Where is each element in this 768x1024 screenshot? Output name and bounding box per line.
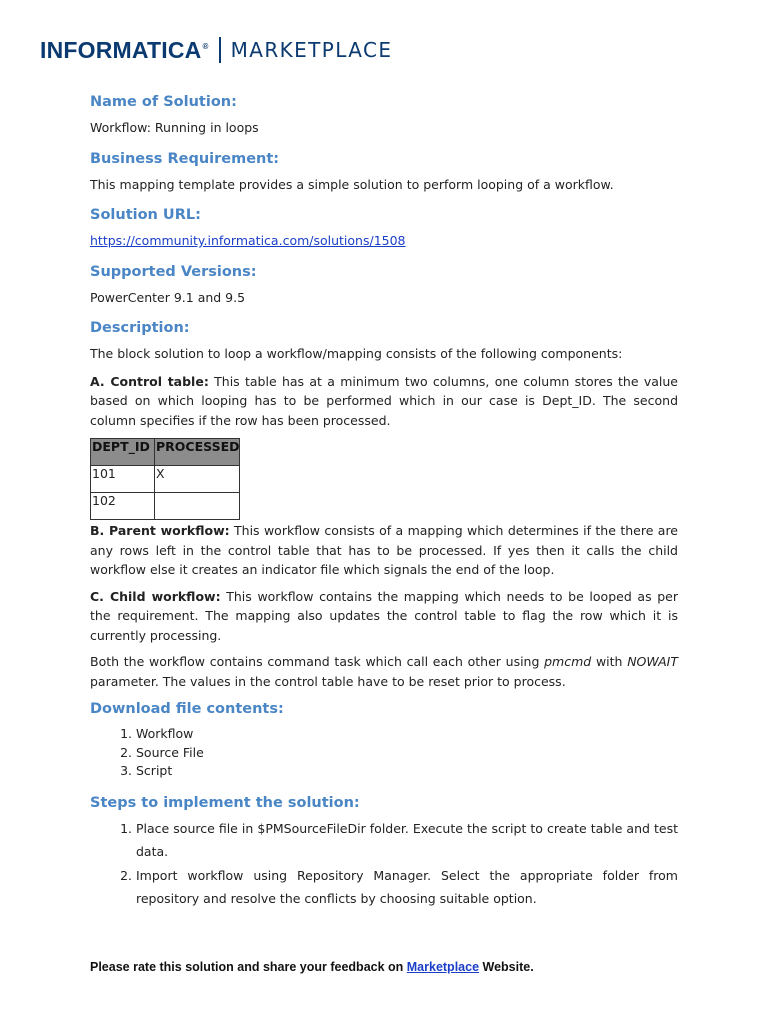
- table-cell: X: [155, 466, 240, 493]
- name-heading: Name of Solution:: [90, 94, 237, 110]
- table-row: [91, 466, 240, 493]
- table-row: [91, 493, 240, 520]
- description-intro: The block solution to loop a workflow/mapping consists of the following components:: [90, 346, 623, 361]
- table-header: DEPT_ID: [91, 439, 155, 466]
- description-heading: Description:: [90, 320, 190, 336]
- versions-heading: Supported Versions:: [90, 263, 257, 280]
- solution-url-link[interactable]: https://community.informatica.com/solutions/1508: [90, 233, 406, 248]
- list-item: 1. Place source file in $PMSourceFileDir folder. Execute the script to create table and test data.: [136, 817, 678, 864]
- list-item: 1. Workflow: [136, 725, 678, 744]
- header-logo: [40, 34, 392, 66]
- table-cell: 101: [91, 466, 155, 493]
- list-item: 3. Script: [136, 762, 678, 781]
- steps-heading: Steps to implement the solution:: [90, 794, 360, 811]
- document-body: [90, 92, 678, 911]
- steps-list: [90, 817, 678, 911]
- url-heading: Solution URL:: [90, 207, 201, 223]
- business-heading: Business Requirement:: [90, 150, 280, 167]
- feedback-footer: Please rate this solution and share your feedback on Marketplace Website.: [90, 960, 534, 974]
- brand-logo: INFORMATICA®: [40, 36, 209, 63]
- marketplace-link[interactable]: Marketplace: [406, 960, 480, 974]
- download-list: [90, 725, 678, 781]
- control-table-paragraph: A. Control table: This table has at a minimum two columns, one column stores the value based on which looping has to be performed which in our case is Dept_ID. The second column specifies if the row has been processed.: [90, 373, 678, 428]
- versions-text: PowerCenter 9.1 and 9.5: [90, 289, 246, 305]
- child-workflow-paragraph: C. Child workflow: This workflow contains the mapping which needs to be looped as per the requirement. The mapping also updates the control table to flag the row which it is currently processing.: [90, 588, 679, 643]
- download-heading: Download file contents:: [90, 701, 284, 717]
- list-item: 2. Source File: [136, 744, 678, 763]
- name-text: Workflow: Running in loops: [90, 120, 259, 135]
- parent-workflow-paragraph: B. Parent workflow: This workflow consists of a mapping which determines if the there are any rows left in the control table that has to be processed. If yes then it calls the child workflow else it creates an indicator file which signals the end of the loop.: [90, 523, 678, 577]
- table-header: PROCESSED: [155, 439, 240, 466]
- logo-divider: [219, 37, 221, 63]
- control-table: [90, 438, 240, 520]
- business-text: This mapping template provides a simple solution to perform looping of a workflow.: [90, 176, 614, 192]
- table-cell: [155, 493, 240, 520]
- list-item: 2. Import workflow using Repository Manager. Select the appropriate folder from repository and resolve the conflicts by choosing suitable option.: [136, 864, 678, 911]
- product-name: MARKETPLACE: [230, 38, 393, 62]
- table-cell: 102: [91, 493, 155, 520]
- both-workflow-paragraph: Both the workflow contains command task which call each other using pmcmd with NOWAIT parameter. The values in the control table have to be reset prior to process.: [90, 654, 678, 689]
